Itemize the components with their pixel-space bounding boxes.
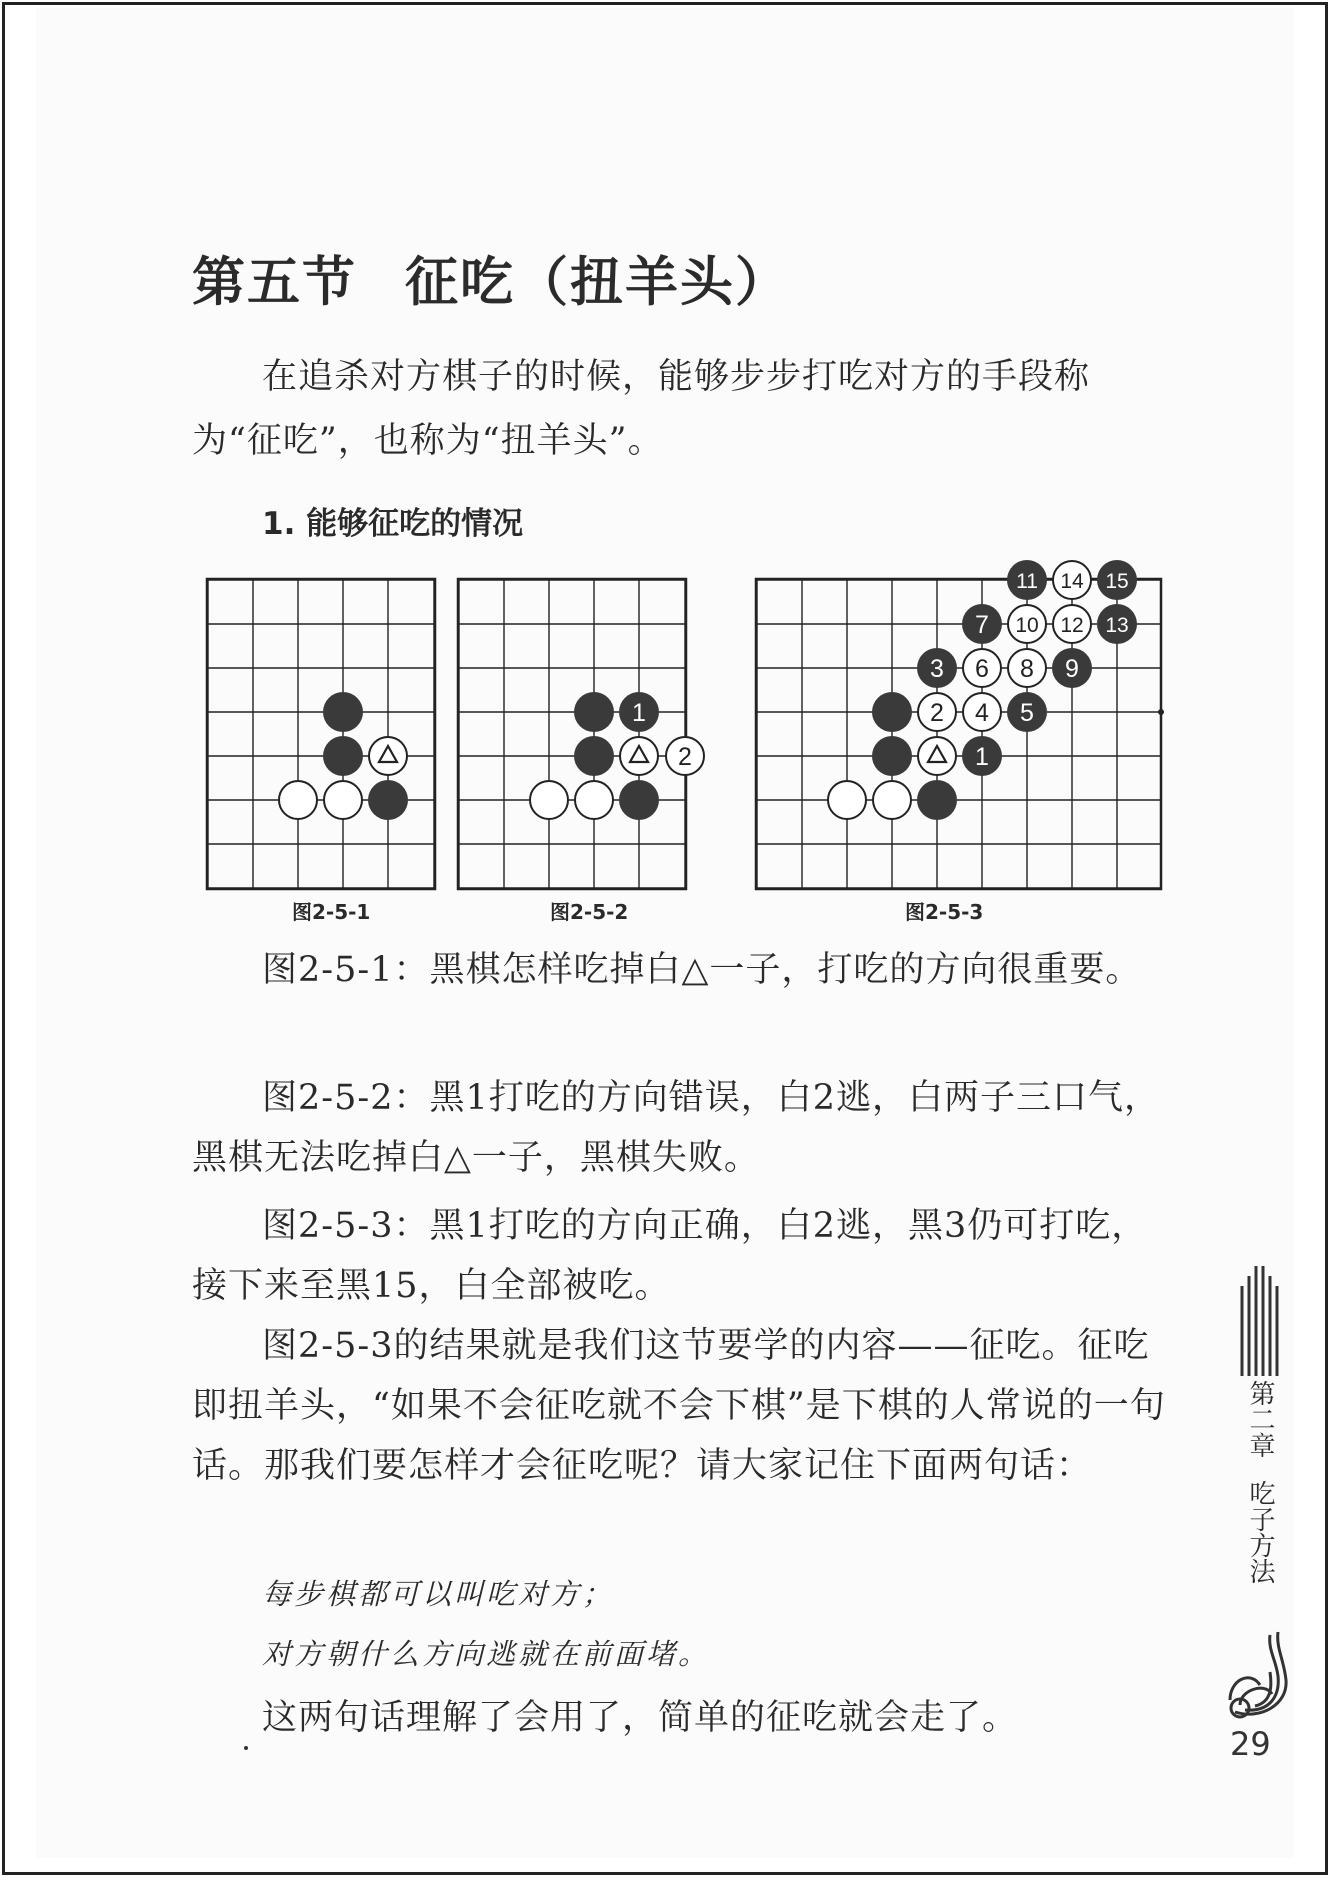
figure-caption-3: 图2-5-3 (905, 900, 984, 924)
move-number: 11 (1016, 570, 1038, 593)
move-number: 10 (1015, 614, 1039, 637)
move-number: 6 (975, 655, 989, 683)
move-number: 2 (678, 743, 692, 771)
move-number: 4 (975, 699, 989, 727)
chapter-decoration-bars (1236, 1266, 1284, 1376)
move-number: 14 (1060, 570, 1084, 593)
white-stone (324, 781, 362, 819)
move-number: 3 (930, 655, 944, 683)
white-stone-marked (620, 737, 658, 775)
black-stone (917, 780, 957, 820)
section-name: 征吃（扭羊头） (405, 251, 790, 313)
verse-line-2: 对方朝什么方向逃就在前面堵。 (262, 1637, 711, 1671)
go-board-fig3 (755, 570, 1165, 890)
conclusion-text: 这两句话理解了会用了，简单的征吃就会走了。 (262, 1698, 1019, 1738)
black-stone (872, 736, 912, 776)
black-stone (619, 780, 659, 820)
black-stone (368, 780, 408, 820)
paragraph-fig1: 图2-5-1：黑棋怎样吃掉白△一子，打吃的方向很重要。 (262, 950, 1142, 990)
paragraph-fig3: 图2-5-3：黑1打吃的方向正确，白2逃，黑3仍可打吃，接下来至黑15，白全部被吃。 (192, 1206, 1148, 1306)
move-number: 1 (632, 699, 646, 727)
move-number: 8 (1020, 655, 1034, 683)
figure-caption-1: 图2-5-1 (292, 900, 371, 924)
white-stone (575, 781, 613, 819)
move-number: 12 (1060, 614, 1084, 637)
paragraph-fig2: 图2-5-2：黑1打吃的方向错误，白2逃，白两子三口气，黑棋无法吃掉白△一子，黑棋失败。 (192, 1078, 1160, 1178)
chapter-topic: 吃子方法 (1245, 1480, 1275, 1584)
go-board-fig2 (457, 578, 692, 890)
white-stone-marked (369, 737, 407, 775)
subheading: 1. 能够征吃的情况 (262, 506, 524, 542)
black-stone (323, 736, 363, 776)
figure-caption-2: 图2-5-2 (550, 900, 629, 924)
section-number: 第五节 (192, 251, 357, 313)
black-stone (323, 692, 363, 732)
section-title (192, 240, 790, 316)
white-stone (530, 781, 568, 819)
intro-text: 在追杀对方棋子的时候，能够步步打吃对方的手段称为“征吃”，也称为“扭羊头”。 (192, 357, 1091, 461)
black-stone (574, 692, 614, 732)
move-number: 2 (930, 699, 944, 727)
chapter-name: 第二章 (1245, 1380, 1275, 1458)
stray-mark (244, 1746, 248, 1750)
move-number: 5 (1020, 699, 1034, 727)
paragraph-summary: 图2-5-3的结果就是我们这节要学的内容——征吃。征吃即扭羊头，“如果不会征吃就不会下棋”是下棋的人常说的一句话。那我们要怎样才会征吃呢？请大家记住下面两句话： (192, 1326, 1166, 1486)
white-stone (873, 781, 911, 819)
intro-paragraph (192, 345, 1162, 473)
move-number: 9 (1065, 655, 1079, 683)
move-number: 7 (975, 611, 989, 639)
white-stone-marked (918, 737, 956, 775)
move-number: 1 (975, 743, 989, 771)
black-stone (574, 736, 614, 776)
cloud-ornament-icon (1220, 1630, 1296, 1722)
move-number: 15 (1105, 570, 1129, 593)
white-stone (828, 781, 866, 819)
page-number: 29 (1230, 1725, 1271, 1763)
go-board-fig1 (206, 578, 438, 890)
verse-line-1: 每步棋都可以叫吃对方； (262, 1577, 615, 1611)
side-chapter-label (1236, 1380, 1284, 1584)
white-stone (279, 781, 317, 819)
black-stone (872, 692, 912, 732)
move-number: 13 (1105, 614, 1129, 637)
